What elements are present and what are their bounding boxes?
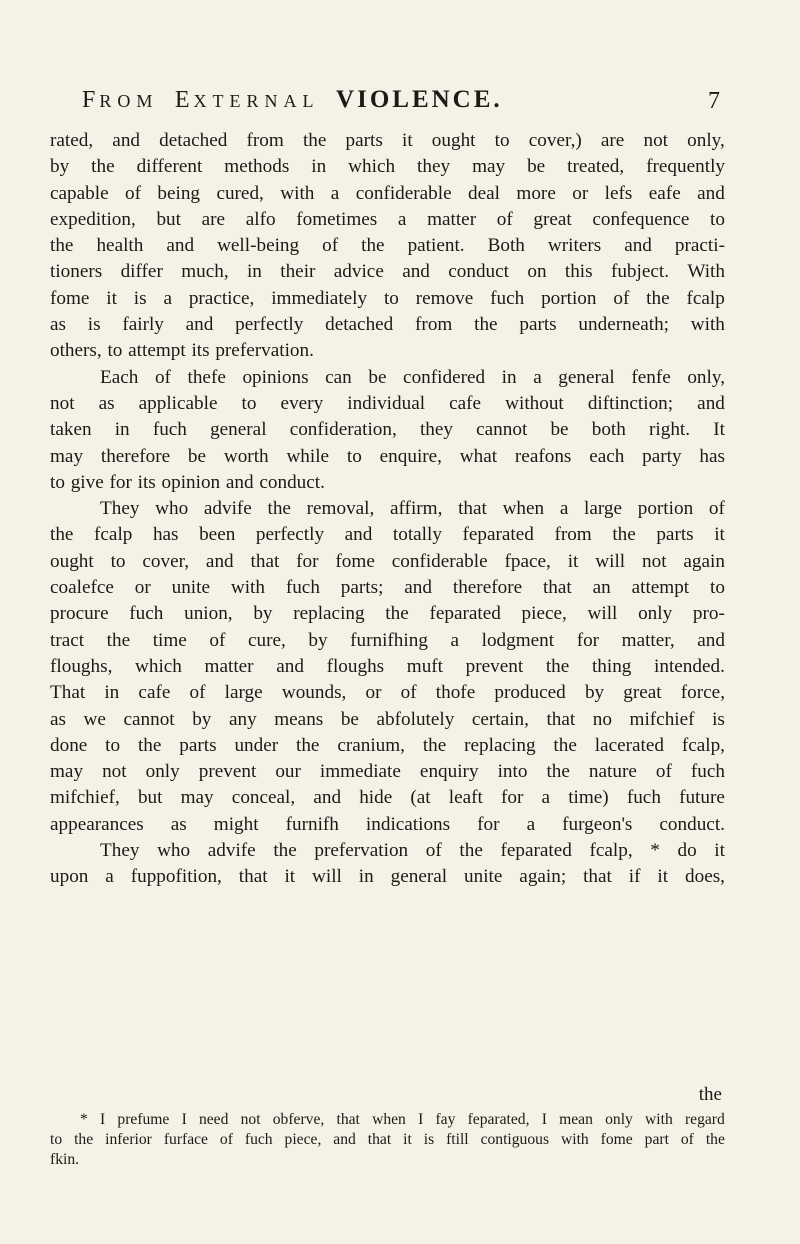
text-line: fome it is a practice, immediately to remove fuch portion of the fcalp [50, 287, 725, 309]
text-line: coalefce or unite with fuch parts; and therefore that an attempt to [50, 577, 725, 599]
text-line: as we cannot by any means be abfolutely certain, that no mifchief is [50, 708, 725, 730]
text-line: mifchief, but may conceal, and hide (at leaft for a time) fuch future [50, 787, 725, 809]
footnote [50, 1110, 725, 1170]
text-line: the fcalp has been perfectly and totally feparated from the parts it [50, 524, 725, 546]
running-header [82, 86, 722, 120]
text-line: floughs, which matter and floughs muft prevent the thing intended. [50, 655, 725, 677]
text-line: others, to attempt its prefervation. [50, 340, 314, 362]
footnote-line: * I prefume I need not obferve, that when I fay feparated, I mean only with regard [80, 1111, 725, 1128]
catchword: the [698, 1084, 722, 1105]
text-line: capable of being cured, with a confiderable deal more or lefs eafe and [50, 182, 725, 204]
text-line: Each of thefe opinions can be confidered in a general fenfe only, [100, 366, 725, 388]
text-line: appearances as might furnifh indications for a furgeon's conduct. [50, 813, 725, 835]
text-line: by the different methods in which they may be treated, frequently [50, 156, 725, 178]
text-line: as is fairly and perfectly detached from the parts underneath; with [50, 314, 725, 336]
text-line: expedition, but are alfo fometimes a matter of great confequence to [50, 208, 725, 230]
text-line: may therefore be worth while to enquire, what reafons each party has [50, 445, 725, 467]
text-line: That in cafe of large wounds, or of thofe produced by great force, [50, 682, 725, 704]
text-line: They who advife the removal, affirm, that when a large portion of [100, 498, 725, 520]
text-line: tract the time of cure, by furnifhing a lodgment for matter, and [50, 629, 725, 651]
text-line: They who advife the prefervation of the feparated fcalp, * do it [100, 840, 725, 862]
text-line: taken in fuch general confideration, they cannot be both right. It [50, 419, 725, 441]
footnote-line: to the inferior furface of fuch piece, and that it is ftill contiguous with fome part of the [50, 1131, 725, 1148]
text-line: not as applicable to every individual cafe without diftinction; and [50, 392, 725, 414]
page-number: 7 [708, 88, 722, 114]
text-line: to give for its opinion and conduct. [50, 471, 325, 493]
text-line: procure fuch union, by replacing the feparated piece, will only pro- [50, 603, 725, 625]
running-title: FROM EXTERNAL VIOLENCE. [82, 86, 503, 113]
text-line: upon a fuppofition, that it will in general unite again; that if it does, [50, 866, 725, 888]
footnote-line: fkin. [50, 1151, 80, 1168]
text-line: done to the parts under the cranium, the replacing the lacerated fcalp, [50, 734, 725, 756]
text-line: tioners differ much, in their advice and conduct on this fubject. With [50, 261, 725, 283]
text-line: the health and well-being of the patient. Both writers and practi- [50, 235, 725, 257]
text-line: ought to cover, and that for fome confiderable fpace, it will not again [50, 550, 725, 572]
body-text [50, 128, 725, 891]
text-line: may not only prevent our immediate enquiry into the nature of fuch [50, 761, 725, 783]
text-line: rated, and detached from the parts it ought to cover,) are not only, [50, 130, 725, 151]
